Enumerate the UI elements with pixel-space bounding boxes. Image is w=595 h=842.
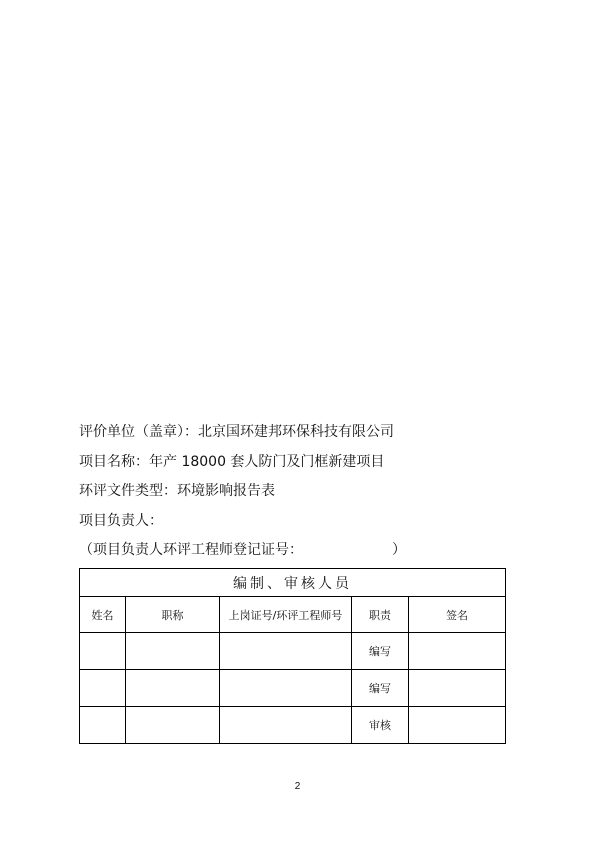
cell-title xyxy=(126,633,220,670)
project-lead-line: 项目负责人： xyxy=(79,513,163,529)
cell-title xyxy=(126,707,220,744)
page-number: 2 xyxy=(294,781,301,792)
table-row xyxy=(80,707,506,744)
header-signature: 签名 xyxy=(409,597,506,633)
cell-duty: 编写 xyxy=(352,670,409,707)
cell-name xyxy=(80,707,126,744)
cell-duty: 审核 xyxy=(352,707,409,744)
header-duty: 职责 xyxy=(352,597,409,633)
cell-name xyxy=(80,670,126,707)
table-title-row xyxy=(80,569,506,597)
registration-line: （项目负责人环评工程师登记证号： ） xyxy=(79,542,407,558)
project-name-line: 项目名称：年产 18000 套人防门及门框新建项目 xyxy=(79,454,385,470)
cell-name xyxy=(80,633,126,670)
table-title: 编制、审核人员 xyxy=(80,569,506,597)
header-certificate: 上岗证号/环评工程师号 xyxy=(220,597,352,633)
cell-title xyxy=(126,670,220,707)
table-row xyxy=(80,670,506,707)
table-row xyxy=(80,633,506,670)
document-type-line: 环评文件类型：环境影响报告表 xyxy=(79,483,275,499)
header-name: 姓名 xyxy=(80,597,126,633)
cell-duty: 编写 xyxy=(352,633,409,670)
header-title: 职称 xyxy=(126,597,220,633)
table-header-row xyxy=(80,597,506,633)
cell-signature xyxy=(409,633,506,670)
cell-signature xyxy=(409,670,506,707)
cell-certificate xyxy=(220,633,352,670)
staff-table xyxy=(79,568,506,744)
evaluator-line: 评价单位（盖章）：北京国环建邦环保科技有限公司 xyxy=(79,424,394,440)
cell-certificate xyxy=(220,707,352,744)
cell-signature xyxy=(409,707,506,744)
cell-certificate xyxy=(220,670,352,707)
